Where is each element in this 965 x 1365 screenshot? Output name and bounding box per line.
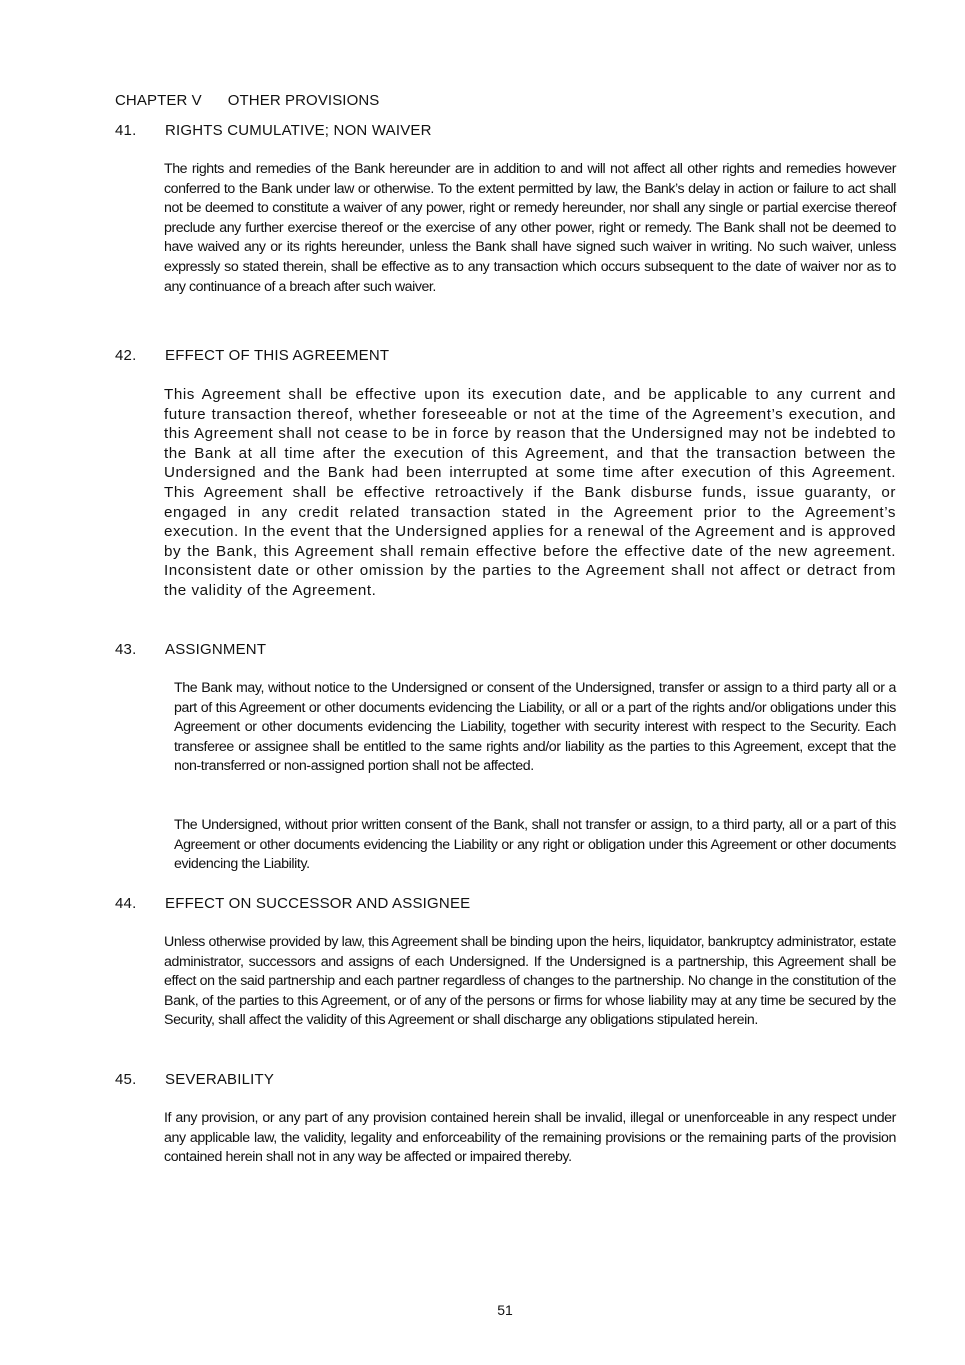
section-number: 42. — [115, 347, 137, 364]
chapter-heading — [115, 92, 379, 109]
section-heading-42 — [115, 347, 389, 364]
section-43-paragraph-1: The Bank may, without notice to the Undersigned or consent of the Undersigned, transfer or assign to a third party all or a part of this Agreement or other documents evidencing the Liability, or all or a part of the rights and/or obligations under this Agreement or other documents evidencing the Liability, together with security interest with respect to the Security. Each transferee or assignee shall be entitled to the same rights and/or liability as the parties to this Agreement, except that the non-transferred or non-assigned portion shall not be affected. — [174, 680, 896, 775]
section-heading-41 — [115, 122, 432, 139]
section-title: EFFECT OF THIS AGREEMENT — [165, 347, 390, 364]
section-42-paragraph: This Agreement shall be effective upon its execution date, and be applicable to any current and future transaction thereof, whether foreseeable or not at the time of the Agreement’s execution, and this Agreement shall not cease to be in force by reason that the Undersigned may not be indebted to the Bank at all time after the execution of this Agreement, and that the transaction between the Undersigned and the Bank had been interrupted at some time after execution of this Agreement. This Agreement shall be effective retroactively if the Bank disburse funds, issue guaranty, or engaged in any credit related transaction stated in the Agreement prior to the Agreement’s execution. In the event that the Undersigned applies for a renewal of the Agreement and is approved by the Bank, this Agreement shall remain effective before the effective date of the new agreement. Inconsistent date or other omission by the parties to the Agreement shall not affect or detract from the validity of the Agreement. — [164, 386, 896, 599]
section-title: RIGHTS CUMULATIVE; NON WAIVER — [165, 122, 432, 139]
chapter-label: CHAPTER V — [115, 92, 202, 109]
section-title: EFFECT ON SUCCESSOR AND ASSIGNEE — [165, 895, 471, 912]
page-number: 51 — [497, 1302, 513, 1318]
section-title: ASSIGNMENT — [165, 641, 267, 658]
section-41-paragraph: The rights and remedies of the Bank hereunder are in addition to and will not affect all other rights and remedies however conferred to the Bank under law or otherwise. To the extent permitted by law, the Bank’s delay in action or failure to act shall not be deemed to constitute a waiver of any power, right or remedy hereunder, nor shall any single or partial exercise thereof preclude any further exercise thereof or the exercise of any other power, right or remedy. The Bank shall not be deemed to have waived any or its rights hereunder, unless the Bank shall have signed such waiver in writing. No such waiver, unless expressly so stated therein, shall be effective as to any transaction which occurs subsequent to the date of waiver nor as to any continuance of a breach after such waiver. — [164, 161, 896, 295]
section-number: 44. — [115, 895, 137, 912]
section-44-paragraph: Unless otherwise provided by law, this Agreement shall be binding upon the heirs, liquidator, bankruptcy administrator, estate administrator, successors and assigns of each Undersigned. If the Undersigned is a partnership, this Agreement shall be effect on the said partnership and each partner regardless of changes to the partnership. No change in the constitution of the Bank, of the parties to this Agreement, or of any of the persons or firms for whose liability may at any time be secured by the Security, shall affect the validity of this Agreement or shall discharge any obligations stipulated herein. — [164, 934, 896, 1029]
section-heading-45 — [115, 1071, 274, 1088]
section-title: SEVERABILITY — [165, 1071, 275, 1088]
section-number: 43. — [115, 641, 137, 658]
section-43-paragraph-2: The Undersigned, without prior written consent of the Bank, shall not transfer or assign, to a third party, all or a part of this Agreement or other documents evidencing the Liability or any right or obligation under this Agreement or other documents evidencing the Liability. — [174, 817, 896, 873]
chapter-title: OTHER PROVISIONS — [227, 92, 380, 109]
section-heading-44 — [115, 895, 470, 912]
section-heading-43 — [115, 641, 266, 658]
section-number: 45. — [115, 1071, 137, 1088]
section-number: 41. — [115, 122, 137, 139]
section-45-paragraph: If any provision, or any part of any provision contained herein shall be invalid, illegal or unenforceable in any respect under any applicable law, the validity, legality and enforceability of the remaining provisions or the remaining parts of the provision contained herein shall not in any way be affected or impaired thereby. — [164, 1110, 896, 1166]
